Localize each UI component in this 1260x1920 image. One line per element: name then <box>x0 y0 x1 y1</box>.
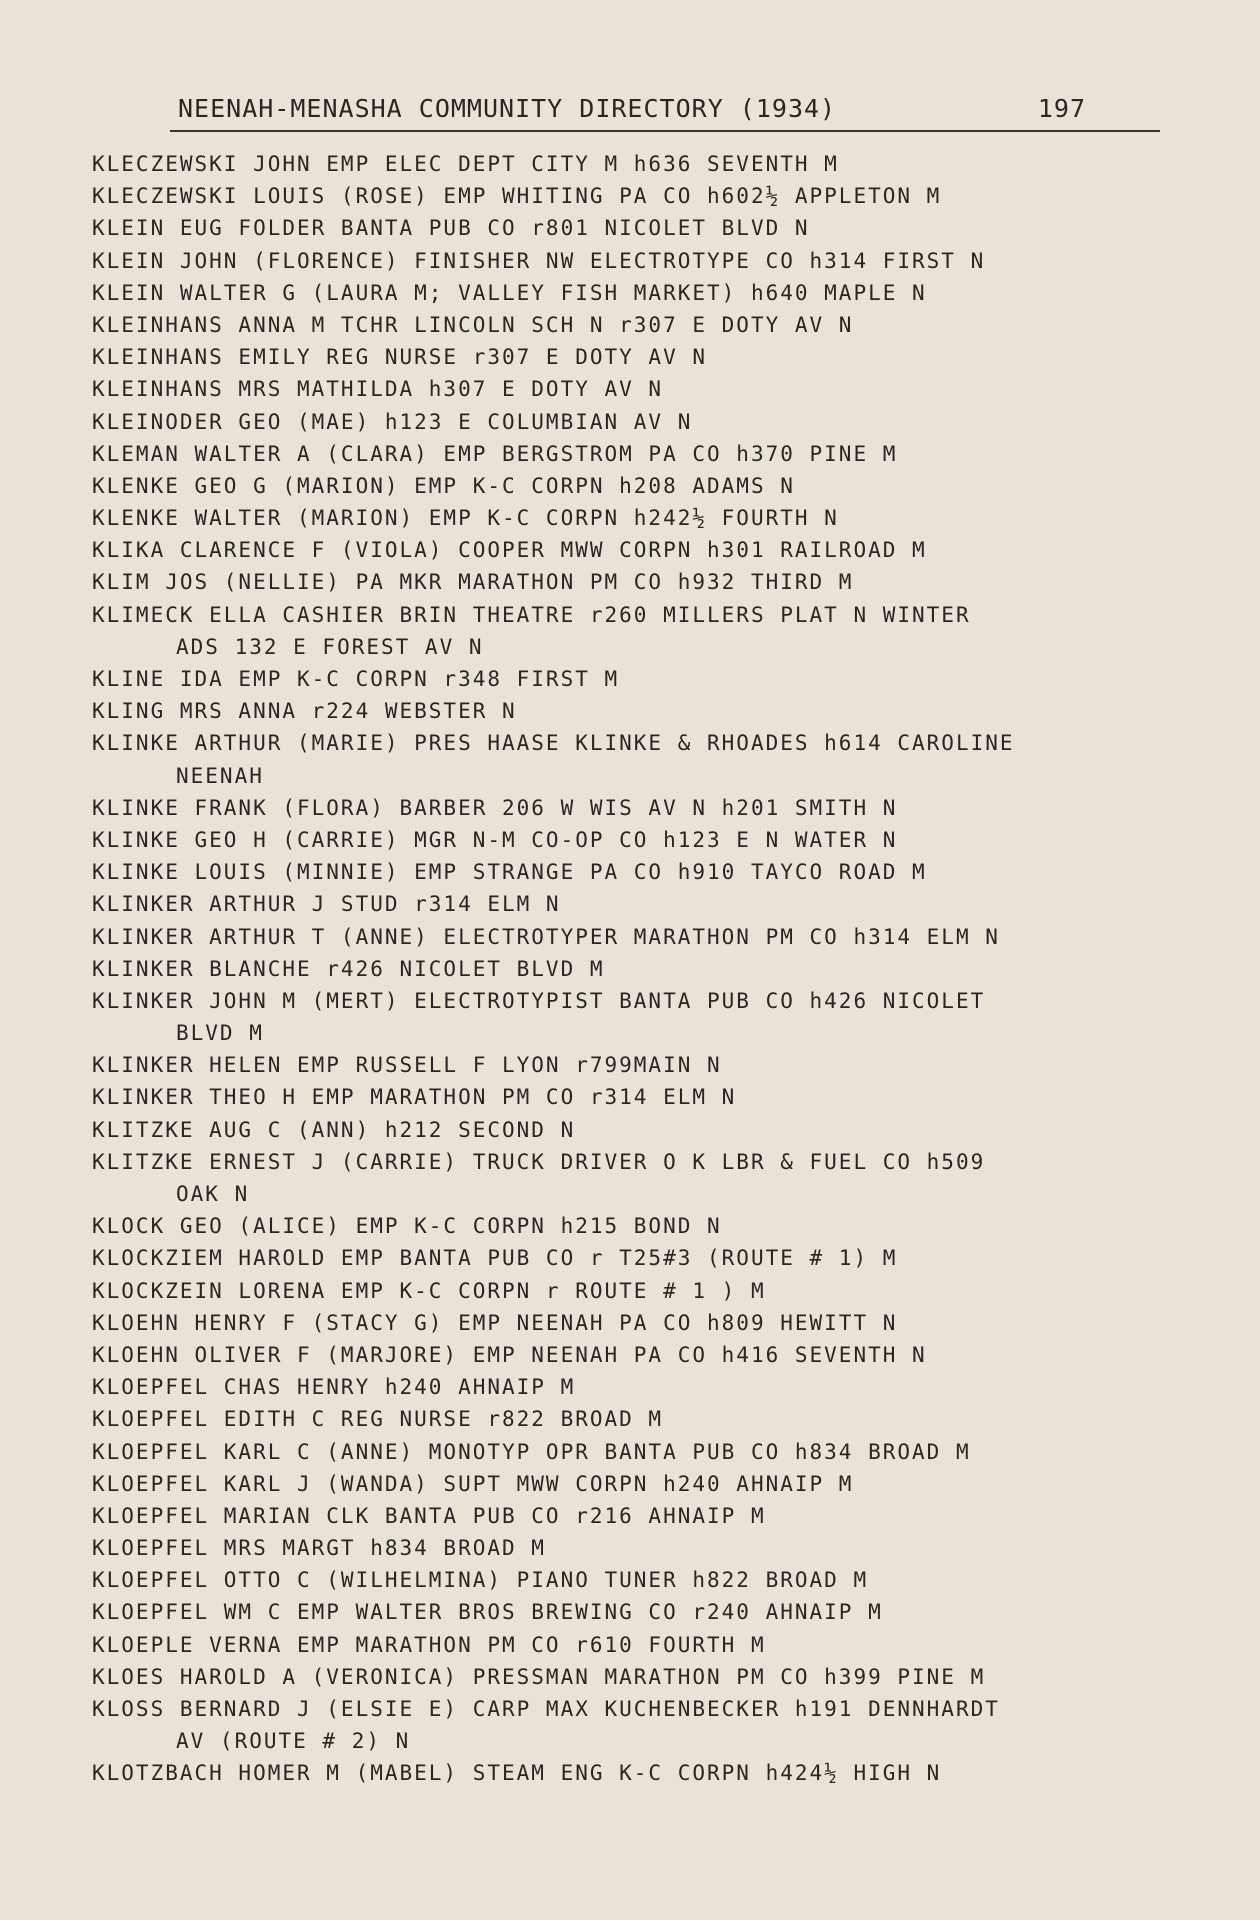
directory-entry: KLEIN JOHN (FLORENCE) FINISHER NW ELECTROTYPE CO h314 FIRST N <box>92 248 986 273</box>
page-number: 197 <box>1037 94 1086 123</box>
header-rule <box>170 130 1160 132</box>
entry-continuation-line: NEENAH <box>176 763 264 788</box>
directory-entry: KLINKE FRANK (FLORA) BARBER 206 W WIS AV N h201 SMITH N <box>92 795 898 820</box>
directory-entry: KLINKER BLANCHE r426 NICOLET BLVD M <box>92 956 605 981</box>
directory-entry: KLEINODER GEO (MAE) h123 E COLUMBIAN AV N <box>92 409 693 434</box>
running-title: NEENAH-MENASHA COMMUNITY DIRECTORY (1934) <box>178 94 837 123</box>
directory-entry: KLING MRS ANNA r224 WEBSTER N <box>92 699 517 724</box>
directory-entry: KLOES HAROLD A (VERONICA) PRESSMAN MARATHON PM CO h399 PINE M <box>92 1664 986 1689</box>
entry-continuation-line: OAK N <box>176 1182 250 1206</box>
directory-entry: KLOEHN HENRY F (STACY G) EMP NEENAH PA CO h809 HEWITT N <box>92 1310 898 1335</box>
directory-entry: KLINE IDA EMP K-C CORPN r348 FIRST M <box>92 667 620 691</box>
directory-entry: KLENKE GEO G (MARION) EMP K-C CORPN h208 ADAMS N <box>92 473 795 498</box>
directory-entry: KLIM JOS (NELLIE) PA MKR MARATHON PM CO h932 THIRD M <box>92 570 854 595</box>
directory-entry: KLENKE WALTER (MARION) EMP K-C CORPN h242½ FOURTH N <box>92 506 839 531</box>
entry-continuation-line: AV (ROUTE # 2) N <box>176 1729 411 1754</box>
directory-entry: KLINKER THEO H EMP MARATHON PM CO r314 ELM N <box>92 1085 737 1110</box>
directory-entry: KLOEPFEL MARIAN CLK BANTA PUB CO r216 AHNAIP M <box>92 1503 766 1528</box>
directory-entry: KLOEPFEL OTTO C (WILHELMINA) PIANO TUNER h822 BROAD M <box>92 1568 869 1593</box>
directory-entry: KLOEPLE VERNA EMP MARATHON PM CO r610 FOURTH M <box>92 1632 766 1657</box>
directory-entry: KLOSS BERNARD J (ELSIE E) CARP MAX KUCHENBECKER h191 DENNHARDT <box>92 1697 1000 1721</box>
directory-entry: KLOEPFEL WM C EMP WALTER BROS BREWING CO r240 AHNAIP M <box>92 1600 883 1625</box>
directory-entry: KLEINHANS EMILY REG NURSE r307 E DOTY AV N <box>92 345 708 370</box>
directory-entry: KLECZEWSKI LOUIS (ROSE) EMP WHITING PA CO h602½ APPLETON M <box>92 184 942 209</box>
directory-entry: KLOEPFEL KARL J (WANDA) SUPT MWW CORPN h240 AHNAIP M <box>92 1471 854 1496</box>
directory-entry: KLOCKZEIN LORENA EMP K-C CORPN r ROUTE # 1 ) M <box>92 1278 766 1303</box>
directory-entry: KLITZKE AUG C (ANN) h212 SECOND N <box>92 1117 576 1142</box>
directory-entry: KLEINHANS MRS MATHILDA h307 E DOTY AV N <box>92 377 664 402</box>
directory-entry: KLOEPFEL MRS MARGT h834 BROAD M <box>92 1536 546 1561</box>
directory-entry: KLINKER JOHN M (MERT) ELECTROTYPIST BANTA PUB CO h426 NICOLET <box>92 988 986 1013</box>
directory-entry: KLINKER ARTHUR T (ANNE) ELECTROTYPER MARATHON PM CO h314 ELM N <box>92 924 1000 949</box>
directory-entry: KLINKER HELEN EMP RUSSELL F LYON r799MAIN N <box>92 1053 722 1078</box>
directory-entry: KLINKE GEO H (CARRIE) MGR N-M CO-OP CO h123 E N WATER N <box>92 827 898 852</box>
directory-entry: KLEIN WALTER G (LAURA M; VALLEY FISH MARKET) h640 MAPLE N <box>92 280 927 305</box>
directory-entry: KLOEPFEL CHAS HENRY h240 AHNAIP M <box>92 1375 576 1400</box>
entry-continuation-line: BLVD M <box>176 1021 264 1046</box>
directory-entry: KLIMECK ELLA CASHIER BRIN THEATRE r260 MILLERS PLAT N WINTER <box>92 602 971 627</box>
directory-entry: KLEIN EUG FOLDER BANTA PUB CO r801 NICOLET BLVD N <box>92 216 810 241</box>
directory-entry: KLOCK GEO (ALICE) EMP K-C CORPN h215 BOND N <box>92 1214 722 1239</box>
directory-entry: KLOEHN OLIVER F (MARJORE) EMP NEENAH PA CO h416 SEVENTH N <box>92 1342 927 1367</box>
directory-entry: KLOCKZIEM HAROLD EMP BANTA PUB CO r T25#3 (ROUTE # 1) M <box>92 1246 898 1271</box>
directory-entry: KLOEPFEL EDITH C REG NURSE r822 BROAD M <box>92 1407 664 1432</box>
directory-entry: KLECZEWSKI JOHN EMP ELEC DEPT CITY M h636 SEVENTH M <box>92 152 839 176</box>
page-header <box>178 94 1158 130</box>
directory-entry: KLINKE ARTHUR (MARIE) PRES HAASE KLINKE & RHOADES h614 CAROLINE <box>92 731 1015 756</box>
directory-entry: KLINKER ARTHUR J STUD r314 ELM N <box>92 892 561 917</box>
directory-entry: KLEINHANS ANNA M TCHR LINCOLN SCH N r307 E DOTY AV N <box>92 312 854 337</box>
directory-entry: KLITZKE ERNEST J (CARRIE) TRUCK DRIVER O K LBR & FUEL CO h509 <box>92 1149 986 1174</box>
directory-entry: KLOTZBACH HOMER M (MABEL) STEAM ENG K-C CORPN h424½ HIGH N <box>92 1761 942 1786</box>
entry-continuation-line: ADS 132 E FOREST AV N <box>176 634 484 659</box>
directory-entry: KLEMAN WALTER A (CLARA) EMP BERGSTROM PA CO h370 PINE M <box>92 441 898 466</box>
directory-entries <box>92 148 1192 1790</box>
directory-entry: KLIKA CLARENCE F (VIOLA) COOPER MWW CORPN h301 RAILROAD M <box>92 538 927 563</box>
directory-entry: KLINKE LOUIS (MINNIE) EMP STRANGE PA CO h910 TAYCO ROAD M <box>92 860 927 885</box>
directory-entry: KLOEPFEL KARL C (ANNE) MONOTYP OPR BANTA PUB CO h834 BROAD M <box>92 1439 971 1464</box>
